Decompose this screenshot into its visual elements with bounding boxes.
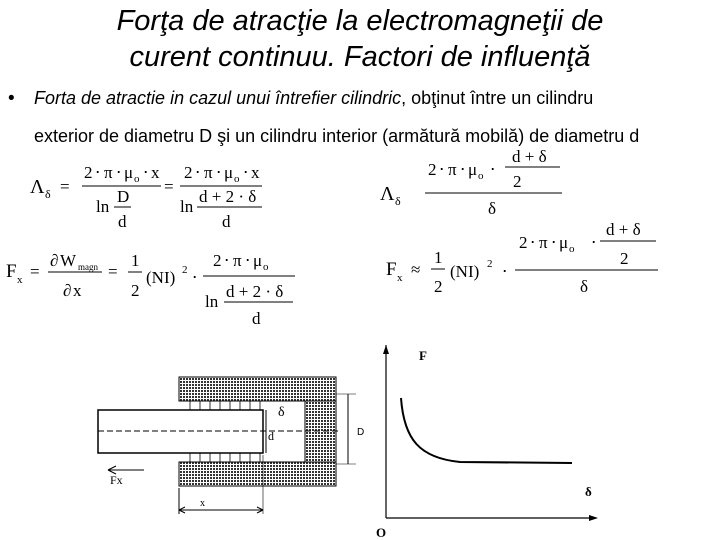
graph-y-arrow (383, 345, 389, 354)
f3-n-pi: π (233, 251, 242, 270)
f4-approx: ≈ (411, 260, 421, 279)
f1-two: 2 (84, 163, 93, 182)
f3-one: 1 (131, 251, 140, 270)
label-d: d (268, 429, 274, 443)
f2-mu: μ (468, 160, 478, 179)
f3-dot: ⋅ (192, 268, 198, 287)
f1b-num: d + 2 · δ (199, 187, 257, 206)
f1-eq1: = (60, 177, 70, 196)
bullet-marker: • (8, 88, 15, 109)
f1b-x: x (251, 163, 260, 182)
formula-permeance-approx (380, 147, 562, 218)
f3-dx: x (73, 281, 82, 300)
f1b-ln: ln (180, 197, 194, 216)
f3-den-d: d (252, 309, 261, 328)
formula-permeance-exact (30, 163, 262, 231)
f2-dot3: ⋅ (490, 160, 496, 179)
f3-n-two: 2 (213, 251, 222, 270)
f1b-d: d (222, 212, 231, 231)
slide-title-line-2: curent continuu. Factori de influenţă (129, 41, 591, 73)
f1-dot3: ⋅ (143, 163, 149, 182)
f4-dot: ⋅ (502, 262, 508, 281)
f3-ln: ln (205, 292, 219, 311)
f1-D: D (117, 187, 130, 206)
f3-F: F (6, 261, 17, 282)
f1-lambda-sub: δ (45, 187, 51, 201)
f4-delta: δ (580, 277, 589, 296)
f3-n-dot2: ⋅ (245, 251, 251, 270)
f1b-mu-sub: o (234, 173, 240, 185)
f2-dot1: ⋅ (439, 160, 445, 179)
force-curve (401, 398, 572, 463)
f1-dot2: ⋅ (116, 163, 122, 182)
force-vs-gap-graph (376, 345, 598, 540)
f3-partial-bot: ∂ (63, 281, 72, 300)
f2-lambda: Λ (380, 183, 395, 205)
bullet-text-line-2: exterior de diametru D şi un cilindru interior (armătură mobilă) de diametru d (34, 126, 640, 146)
f3-F-sub: x (17, 274, 23, 286)
label-Fx: Fx (110, 473, 123, 487)
f3-W-sub: magn (78, 262, 98, 272)
f1b-dot1: ⋅ (195, 163, 201, 182)
slide-title-line-1: Forţa de atracţie la electromagneţii de (116, 5, 604, 37)
f1-lambda: Λ (30, 176, 45, 198)
bullet-text-italic: Forta de atractie in cazul unui întrefier cilindric (34, 88, 402, 108)
f4-NI-sq: 2 (487, 258, 493, 270)
gap-ticks-bottom (190, 453, 260, 462)
f3-W: W (60, 251, 77, 270)
label-x: x (200, 498, 205, 509)
label-delta: δ (278, 405, 285, 420)
f3-n-mu-sub: o (263, 261, 269, 273)
f1b-dot2: ⋅ (216, 163, 222, 182)
gap-ticks-top (190, 401, 260, 410)
f4-F-sub: x (397, 272, 403, 284)
f1-mu-sub: o (134, 173, 140, 185)
f2-pi: π (448, 160, 457, 179)
f1-x: x (151, 163, 160, 182)
f4-n-two: 2 (519, 233, 528, 252)
outer-cylinder-bottom-wall (179, 462, 336, 486)
f4-one: 1 (434, 248, 443, 267)
f3-n-mu: μ (253, 251, 263, 270)
f4-NI: (NI) (450, 262, 480, 281)
cylinder-geometry-diagram (98, 377, 364, 514)
graph-x-arrow (589, 515, 598, 521)
f4-n-dot2: ⋅ (551, 233, 557, 252)
f3-den-num: d + 2 · δ (226, 282, 284, 301)
f3-two: 2 (131, 281, 140, 300)
x-dimension-arrow (179, 507, 263, 513)
f2-mu-sub: o (478, 170, 484, 182)
f1b-two: 2 (184, 163, 193, 182)
label-D: D (357, 427, 365, 438)
formula-force-exact (6, 251, 295, 328)
outer-cylinder-top-wall (179, 377, 336, 401)
f4-n-mu-sub: o (569, 243, 575, 255)
f1-mu: μ (124, 163, 134, 182)
f4-num: d + δ (606, 220, 641, 239)
f4-n-dot3: ⋅ (591, 233, 597, 252)
f1-eq2: = (164, 177, 174, 196)
bullet-text-rest: , obţinut între un cilindru (401, 88, 594, 108)
f2-dot2: ⋅ (460, 160, 466, 179)
f1-dot1: ⋅ (95, 163, 101, 182)
graph-label-origin: O (376, 525, 387, 540)
f3-eq2: = (108, 262, 118, 281)
f1b-dot3: ⋅ (243, 163, 249, 182)
f2-lambda-sub: δ (395, 194, 401, 208)
graph-label-delta: δ (585, 484, 592, 499)
f2-delta: δ (488, 199, 497, 218)
f3-NI-sq: 2 (182, 264, 188, 276)
f1-ln: ln (96, 197, 110, 216)
f3-eq1: = (30, 262, 40, 281)
f3-partial-top: ∂ (50, 251, 59, 270)
f4-n-pi: π (539, 233, 548, 252)
formula-force-approx (386, 220, 658, 296)
f1b-pi: π (204, 163, 213, 182)
graph-label-F: F (419, 348, 427, 363)
f3-n-dot1: ⋅ (224, 251, 230, 270)
f4-two: 2 (434, 277, 443, 296)
f4-n-dot1: ⋅ (530, 233, 536, 252)
f2-num: d + δ (512, 147, 547, 166)
f4-two-den: 2 (620, 249, 629, 268)
f4-n-mu: μ (559, 233, 569, 252)
f1-d: d (118, 212, 127, 231)
f4-F: F (386, 259, 397, 280)
f1-pi: π (104, 163, 113, 182)
f2-two-den: 2 (513, 172, 522, 191)
f3-NI: (NI) (146, 268, 176, 287)
f2-two: 2 (428, 160, 437, 179)
f1b-mu: μ (224, 163, 234, 182)
